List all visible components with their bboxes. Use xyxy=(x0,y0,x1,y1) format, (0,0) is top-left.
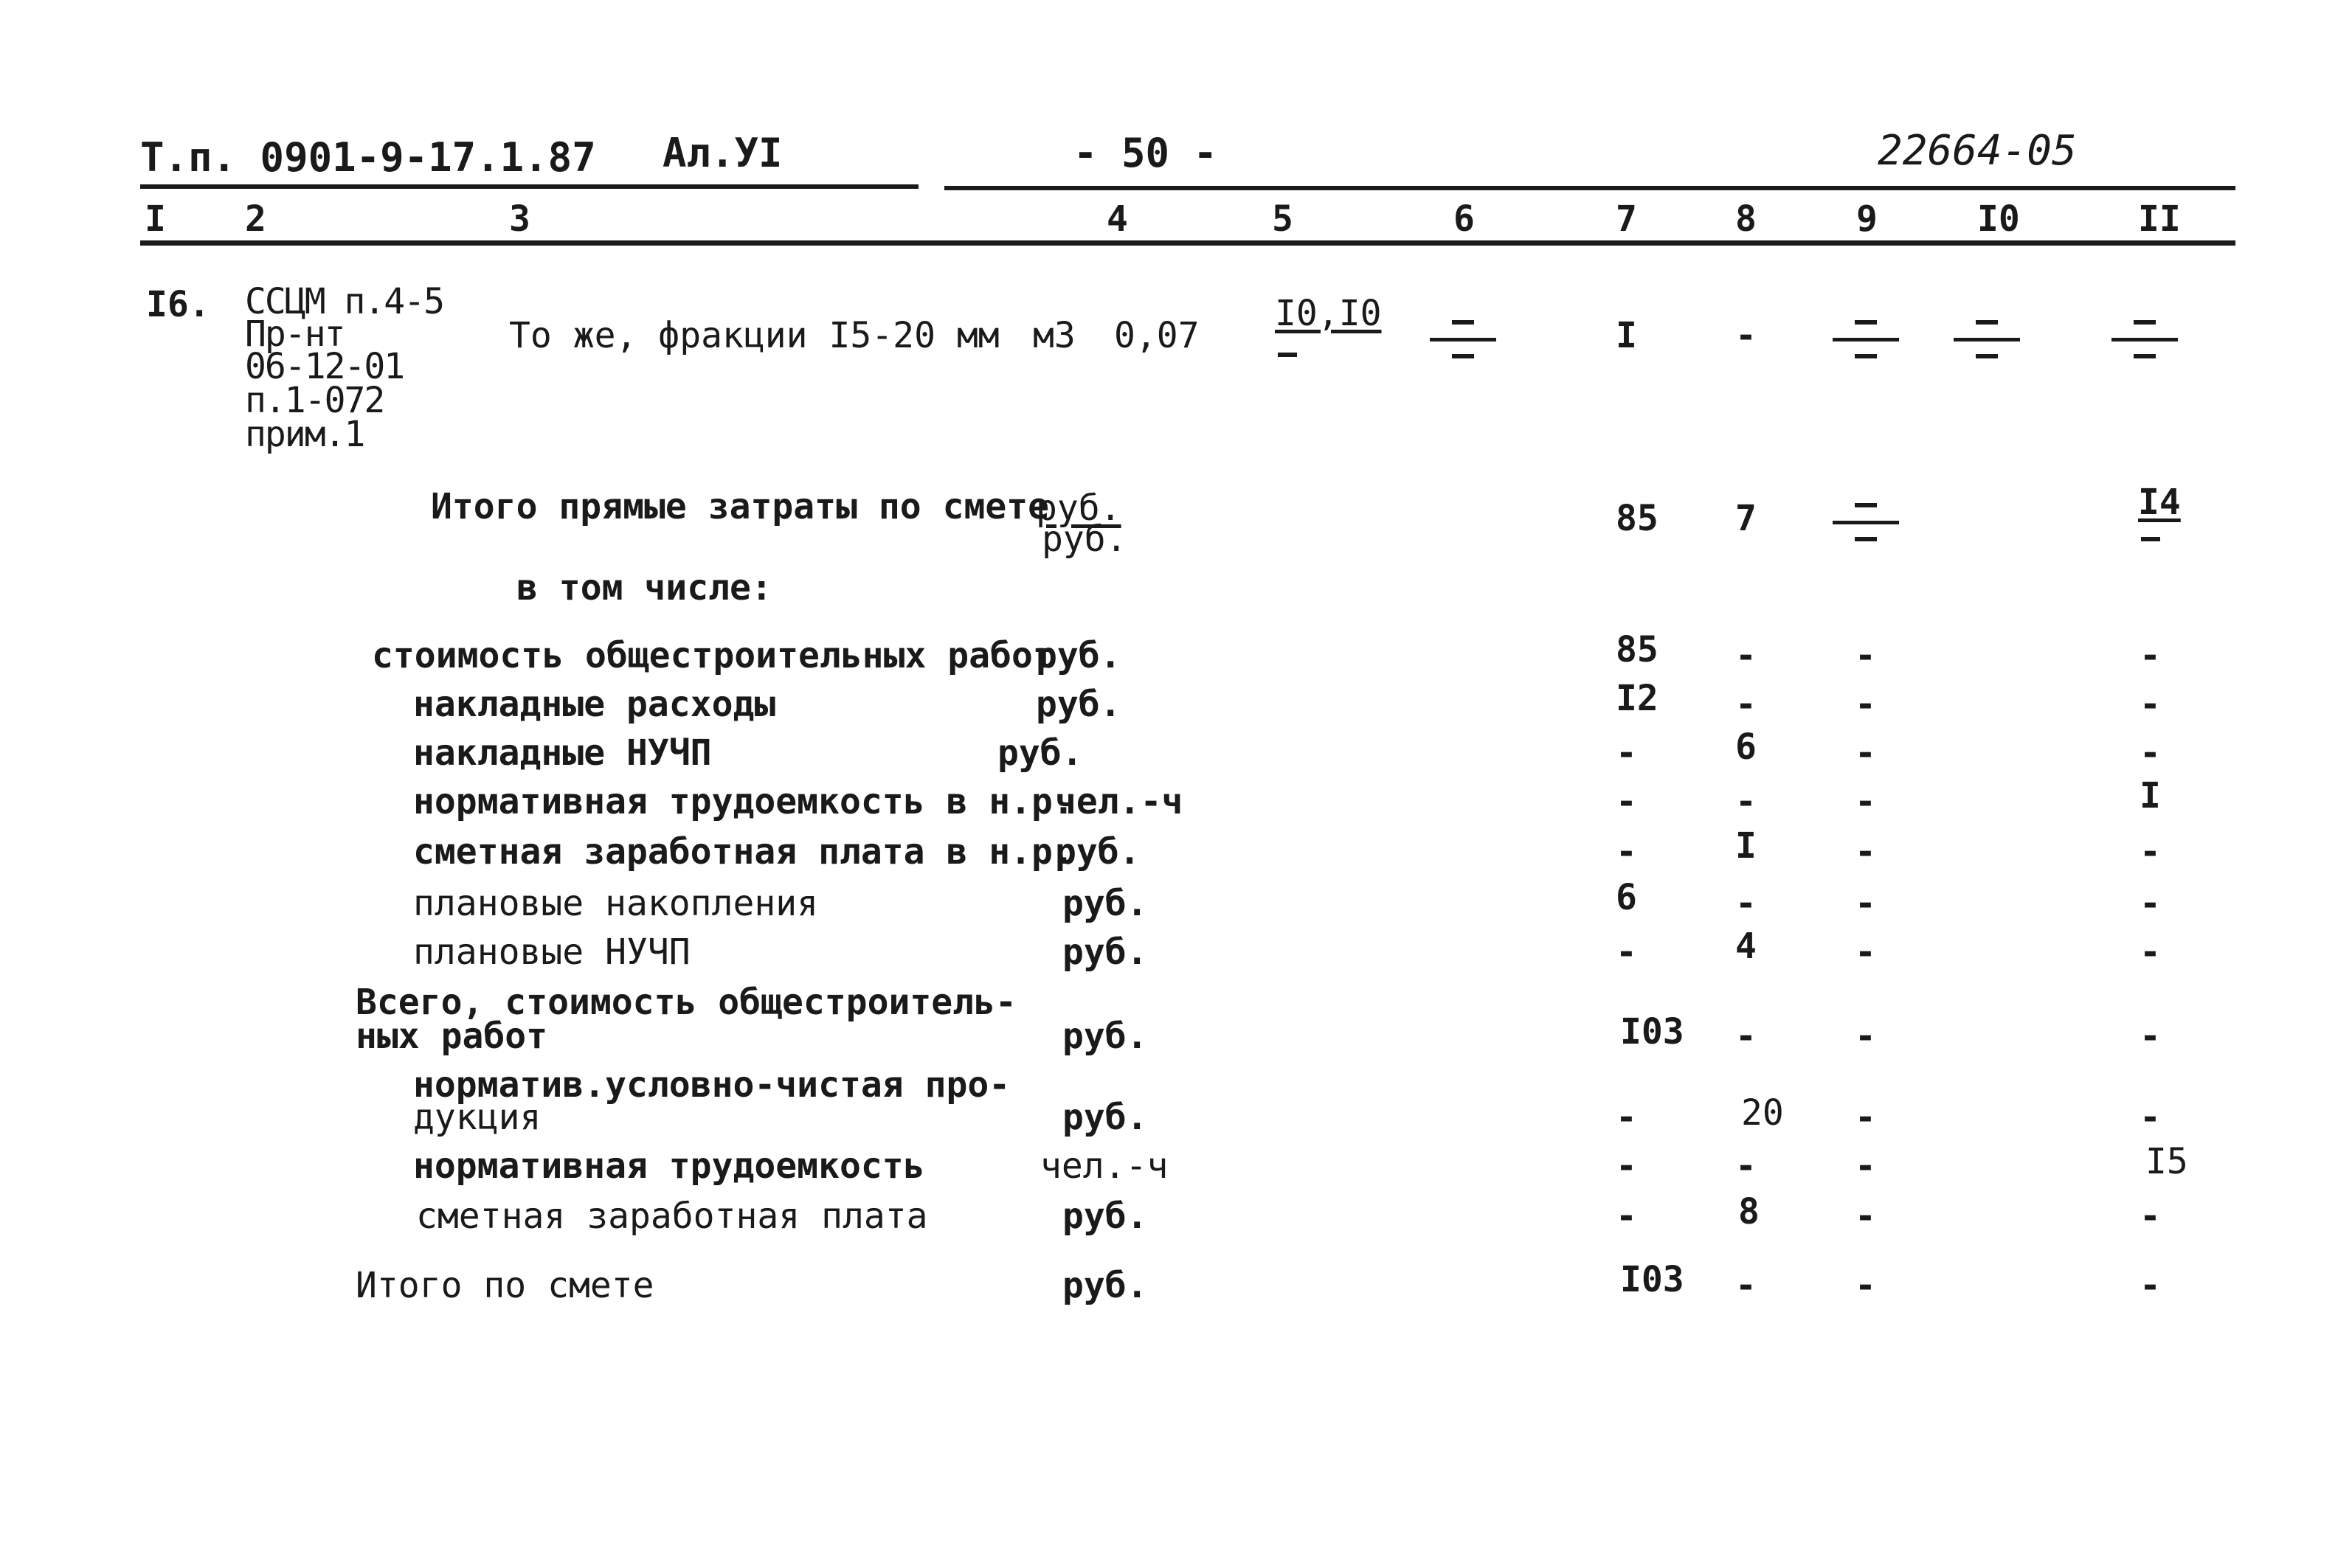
grand-total-col11: - xyxy=(2140,1265,2161,1306)
total-construction-label-1: Всего, стоимость общестроитель- xyxy=(356,982,1017,1023)
item-price: I0,I0 xyxy=(1275,293,1382,334)
row-label-1: нормативная трудоемкость xyxy=(413,1145,925,1187)
row-unit: руб. xyxy=(1055,831,1141,873)
total-direct-unit-bottom: руб. xyxy=(1042,518,1127,560)
header-rule-right xyxy=(944,186,2235,190)
row-unit: руб. xyxy=(1036,635,1121,676)
item-number: I6. xyxy=(146,284,210,325)
inventory-number: 22664-05 xyxy=(1878,127,2077,175)
row-col11: - xyxy=(2140,1196,2161,1237)
page-number: - 50 - xyxy=(1073,130,1218,176)
row-col11: I xyxy=(2140,775,2161,816)
total-construction-col11: - xyxy=(2140,1016,2161,1057)
col-header-4: 4 xyxy=(1107,198,1128,240)
row-col9: - xyxy=(1855,732,1876,774)
item-ref-3: 06-12-01 xyxy=(245,346,404,387)
row-col7: - xyxy=(1616,781,1637,822)
row-label: плановые НУЧП xyxy=(413,932,691,973)
header-rule-left xyxy=(140,184,919,189)
row-col8: 6 xyxy=(1735,726,1757,768)
item-qty: 0,07 xyxy=(1114,315,1200,356)
col-header-5: 5 xyxy=(1272,198,1293,240)
row-col9: - xyxy=(1855,831,1876,873)
item-name: То же, фракции I5-20 мм xyxy=(509,315,1000,356)
row-col9: - xyxy=(1855,1097,1876,1138)
total-direct-col9-fraction-dash xyxy=(1833,493,1899,552)
col-header-6: 6 xyxy=(1453,198,1475,240)
total-direct-col11: I4 xyxy=(2138,482,2181,523)
row-label-1: сметная заработная плата xyxy=(416,1196,928,1237)
row-col11: - xyxy=(2140,684,2161,725)
row-col8: - xyxy=(1735,1145,1757,1187)
total-direct-col11-lower-dash xyxy=(2141,537,2160,541)
item-unit: м3 xyxy=(1033,315,1076,356)
row-col9: - xyxy=(1855,684,1876,725)
total-direct-col7: 85 xyxy=(1616,498,1658,539)
row-unit: руб. xyxy=(1036,684,1121,725)
row-col11: - xyxy=(2140,883,2161,924)
row-col9: - xyxy=(1855,932,1876,973)
doc-code: Т.п. 0901-9-17.1.87 xyxy=(140,134,596,181)
total-construction-col8: - xyxy=(1735,1016,1757,1057)
total-construction-col7: I03 xyxy=(1620,1011,1684,1052)
row-col7: - xyxy=(1616,1196,1637,1237)
row-col8: 4 xyxy=(1735,926,1757,967)
row-col11: - xyxy=(2140,932,2161,973)
album-number: Ал.УI xyxy=(663,130,783,176)
row-unit: руб. xyxy=(1062,1196,1148,1237)
row-col7: 6 xyxy=(1616,877,1637,918)
row-col9: - xyxy=(1855,883,1876,924)
row-col7: - xyxy=(1616,1145,1637,1187)
row-label: нормативная трудоемкость в н.р. xyxy=(413,781,1074,822)
row-label: плановые накопления xyxy=(413,883,819,924)
col-header-9: 9 xyxy=(1856,198,1878,240)
grand-total-col8: - xyxy=(1735,1265,1757,1306)
item-ref-4: п.1-072 xyxy=(245,380,384,421)
item-col10-fraction-dash xyxy=(1954,310,2020,369)
row-col9: - xyxy=(1855,635,1876,676)
total-construction-col9: - xyxy=(1855,1016,1876,1057)
item-col9-fraction-dash xyxy=(1833,310,1899,369)
row-label-1: норматив.условно-чистая про- xyxy=(413,1064,1011,1106)
col-header-11: II xyxy=(2138,198,2181,240)
item-col8: - xyxy=(1735,315,1757,356)
grand-total-unit: руб. xyxy=(1062,1265,1148,1306)
col-header-8: 8 xyxy=(1735,198,1757,240)
row-unit: руб. xyxy=(1062,883,1148,924)
grand-total-label: Итого по смете xyxy=(356,1265,654,1306)
row-col11: - xyxy=(2140,1097,2161,1138)
item-ref-2: Пр-нт xyxy=(245,313,345,355)
row-col8: - xyxy=(1735,883,1757,924)
grand-total-col9: - xyxy=(1855,1265,1876,1306)
col-header-3: 3 xyxy=(509,198,530,240)
item-col7: I xyxy=(1616,315,1637,356)
row-col8: I xyxy=(1735,825,1757,867)
row-label-2: дукция xyxy=(413,1097,542,1138)
total-construction-label-2: ных работ xyxy=(356,1016,548,1057)
row-col7: - xyxy=(1616,1097,1637,1138)
row-col8: - xyxy=(1735,684,1757,725)
item-col11-fraction-dash xyxy=(2111,310,2178,369)
row-col11: - xyxy=(2140,732,2161,774)
item-price-lower-dash xyxy=(1278,353,1297,357)
row-col7: 85 xyxy=(1616,629,1658,670)
row-label: накладные НУЧП xyxy=(413,732,712,774)
row-col7: I2 xyxy=(1616,678,1658,719)
row-label: накладные расходы xyxy=(413,684,776,725)
row-unit: чел.-ч xyxy=(1055,781,1183,822)
col-header-2: 2 xyxy=(245,198,266,240)
row-unit: руб. xyxy=(997,732,1083,774)
row-label: стоимость общестроительных работ xyxy=(372,635,1054,676)
including-label: в том числе: xyxy=(516,567,772,608)
row-col9: - xyxy=(1855,1145,1876,1187)
row-unit: руб. xyxy=(1062,1097,1148,1138)
row-label: сметная заработная плата в н.р. xyxy=(413,831,1074,873)
total-direct-unit-top: руб. xyxy=(1036,488,1121,529)
row-col7: - xyxy=(1616,932,1637,973)
total-direct-col8: 7 xyxy=(1735,498,1757,539)
item-ref-1: ССЦМ п.4-5 xyxy=(245,281,443,322)
row-col11: I5 xyxy=(2145,1141,2188,1182)
row-col9: - xyxy=(1855,1196,1876,1237)
row-col7: - xyxy=(1616,732,1637,774)
total-construction-unit: руб. xyxy=(1062,1016,1148,1057)
row-unit: руб. xyxy=(1062,932,1148,973)
row-unit: чел.-ч xyxy=(1040,1145,1169,1187)
col-header-1: I xyxy=(145,198,166,240)
row-col11: - xyxy=(2140,635,2161,676)
row-col8: 8 xyxy=(1738,1191,1760,1232)
column-header-rule xyxy=(140,240,2235,246)
col-header-7: 7 xyxy=(1616,198,1637,240)
row-col9: - xyxy=(1855,781,1876,822)
row-col11: - xyxy=(2140,831,2161,873)
item-col6-fraction-dash xyxy=(1430,310,1496,369)
grand-total-col7: I03 xyxy=(1620,1259,1684,1300)
item-ref-5: прим.1 xyxy=(245,414,364,455)
row-col7: - xyxy=(1616,831,1637,873)
row-col8: - xyxy=(1735,781,1757,822)
row-col8: 20 xyxy=(1741,1092,1784,1134)
row-col8: - xyxy=(1735,635,1757,676)
total-direct-label: Итого прямые затраты по смете xyxy=(431,486,1050,527)
col-header-10: I0 xyxy=(1977,198,2020,240)
